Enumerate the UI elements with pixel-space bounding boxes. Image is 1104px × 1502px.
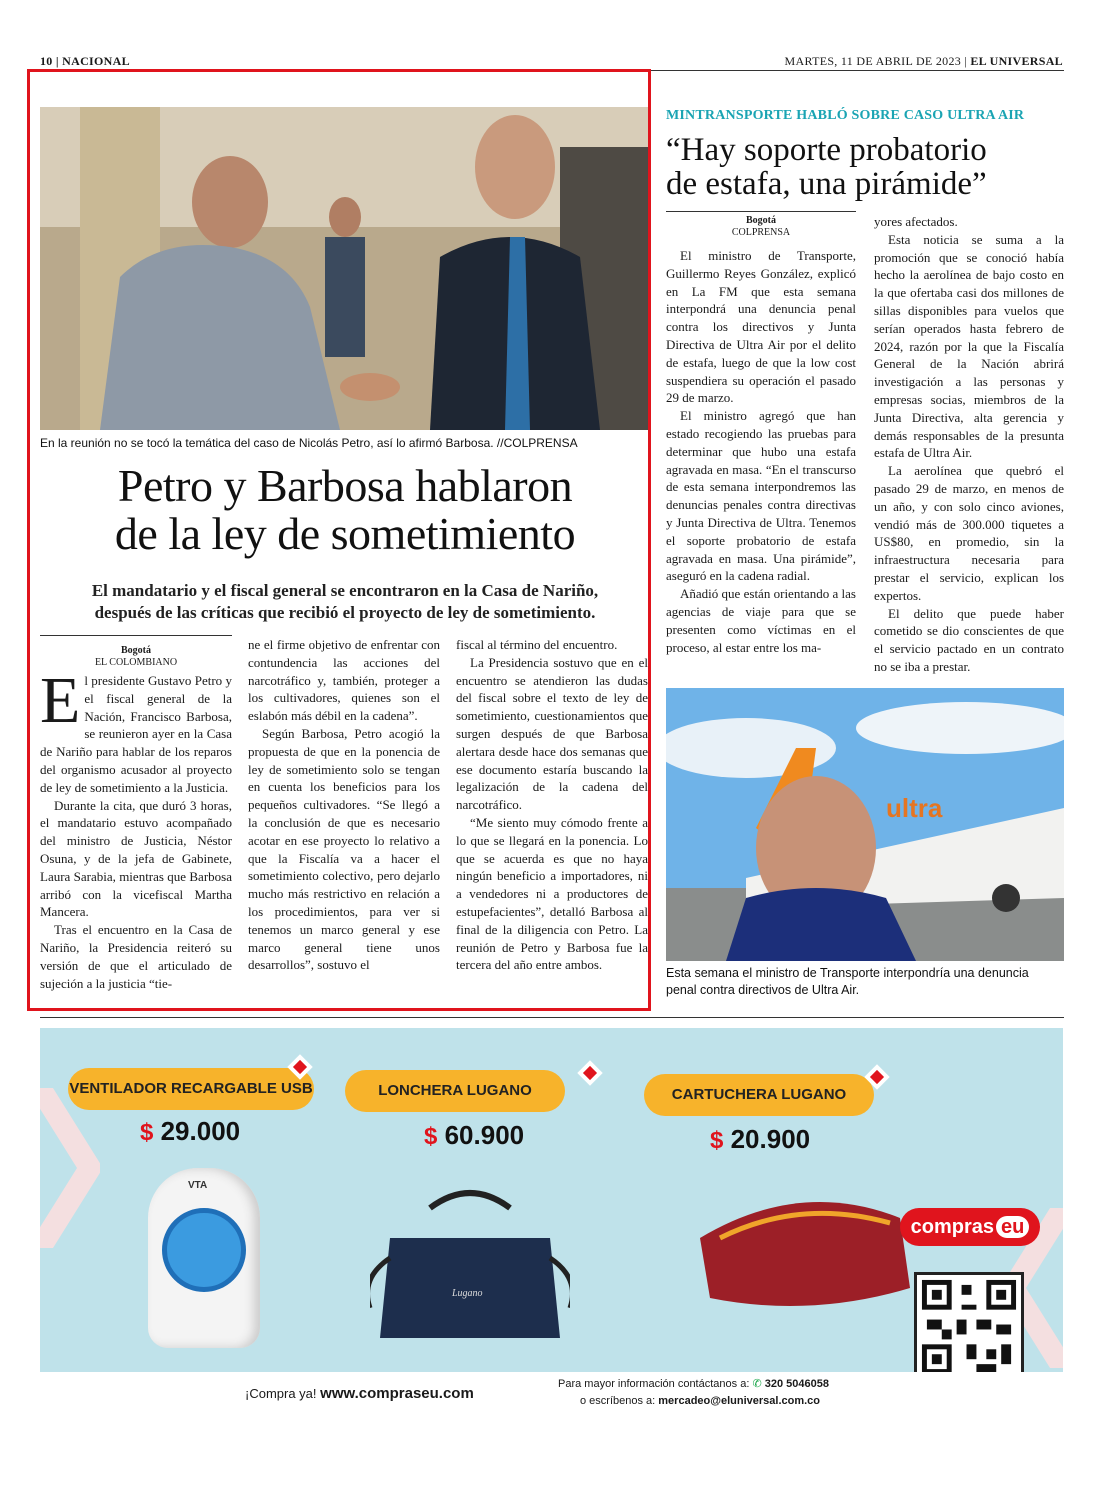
- ad-url-link[interactable]: www.compraseu.com: [320, 1385, 474, 1402]
- paragraph: “Me siento muy cómodo frente a lo que se llegará en la ponencia. Lo que se acuerda es que no haya ningún beneficio a importadores, ni a vendedores ni a productores de estupefacientes”, detalló Barbosa al final de la diligencia con Petro. La reunión de Petro y Barbosa fue la tercera del año entre ambos.: [456, 814, 648, 973]
- qr-code[interactable]: [914, 1272, 1024, 1382]
- diamond-icon: [577, 1060, 602, 1085]
- product-price-pencilcase: [710, 1124, 810, 1155]
- paragraph: Tras el encuentro en la Casa de Nariño, la Presidencia reiteró su versión de que el articulado de sujeción a la justicia “tie-: [40, 922, 232, 991]
- byline-rule: [666, 211, 856, 212]
- byline-city: Bogotá: [746, 215, 776, 226]
- paragraph: Añadió que están orientando a las agencias de viaje para que se presenten como víctimas en el proceso, al estar entre los ma-: [666, 586, 856, 655]
- lunchbox-product-image: [370, 1188, 570, 1348]
- currency-symbol: $: [424, 1123, 438, 1150]
- price-value: 60.900: [444, 1120, 525, 1150]
- page-number: 10: [40, 54, 53, 68]
- byline-city: Bogotá: [121, 645, 151, 656]
- contact-label: Para mayor información contáctanos a:: [558, 1378, 750, 1390]
- section-name: NACIONAL: [62, 54, 130, 68]
- article-headline: [40, 462, 650, 558]
- ad-cta: [245, 1385, 474, 1402]
- ad-contact-info: [558, 1376, 829, 1410]
- paragraph: l presidente Gustavo Petro y el fiscal general de la Nación, Francisco Barbosa, se reunieron ayer en la Casa de Nariño para hablar de los reparos del organismo acusador al proyecto de ley de sometimiento a la Justicia.: [40, 673, 232, 795]
- article-column-1: [40, 672, 232, 1002]
- article-column-2: [248, 636, 440, 1002]
- subhead-line-1: El mandatario y el fiscal general se encontraron en la Casa de Nariño,: [91, 581, 599, 600]
- headline-line-2: de estafa, una pirámide”: [666, 166, 987, 202]
- brand-text: compras: [910, 1216, 995, 1238]
- paragraph: El ministro de Transporte, Guillermo Reyes González, explicó en La FM que esta semana interpondrá una denuncia penal contra los directivos y Junta Directiva de Ultra Air por el delito de estafa, luego de que la low cost suspendiera su operación el pasado 29 de marzo.: [666, 248, 856, 406]
- fan-brand: VTA: [188, 1180, 208, 1191]
- drop-cap: E: [40, 672, 81, 737]
- photo-caption: En la reunión no se tocó la temática del caso de Nicolás Petro, así lo afirmó Barbosa. //COLPRENSA: [40, 436, 578, 450]
- pencilcase-product-image: [680, 1178, 920, 1318]
- headline-line-1: Petro y Barbosa hablaron: [117, 460, 573, 511]
- currency-symbol: $: [710, 1127, 724, 1154]
- issue-date: MARTES, 11 DE ABRIL DE 2023: [784, 54, 962, 68]
- plane-logo-text: ultra: [886, 793, 943, 823]
- article2-headline: [666, 133, 1066, 201]
- paragraph: Según Barbosa, Petro acogió la propuesta de que en la ponencia de ley de sometimiento solo se tengan en cuenta los beneficios para los pequeños cultivadores. “Se llegó a la conclusión de que es necesario acotar en ese proyecto lo relativo a que la Fiscalía va a hacer el sometimiento colectivo, pero dejarlo mucho más restrictivo en relación a los procedimientos, para ver si tenemos un marco general y ese marco general tiene unos desarrollos”, sostuvo el: [248, 725, 440, 973]
- compras-eu-logo[interactable]: [900, 1208, 1040, 1246]
- ad-contact-bar: [40, 1372, 1063, 1419]
- lunchbox-brand: Lugano: [452, 1288, 483, 1299]
- brand-text-eu: eu: [996, 1216, 1029, 1238]
- product-name-pencilcase: CARTUCHERA LUGANO: [644, 1074, 874, 1116]
- price-value: 20.900: [730, 1124, 811, 1154]
- petro-barbosa-photo: [40, 107, 648, 430]
- email-label: o escríbenos a:: [580, 1395, 656, 1407]
- product-name-fan: VENTILADOR RECARGABLE USB: [68, 1068, 314, 1110]
- headline-line-2: de la ley de sometimiento: [114, 508, 576, 559]
- paragraph: yores afectados.: [874, 214, 958, 229]
- article2-kicker: MINTRANSPORTE HABLÓ SOBRE CASO ULTRA AIR: [666, 108, 1025, 123]
- cta-text: ¡Compra ya!: [245, 1386, 317, 1401]
- caption-line-1: Esta semana el ministro de Transporte interpondría una denuncia: [666, 966, 1029, 980]
- byline-source: EL COLOMBIANO: [94, 657, 178, 668]
- compras-eu-advertisement: [40, 1028, 1063, 1419]
- product-price-lunchbox: [424, 1120, 524, 1151]
- subhead-line-2: después de las críticas que recibió el proyecto de ley de sometimiento.: [94, 603, 596, 622]
- paragraph: La Presidencia sostuvo que en el encuentro se atendieron las dudas del fiscal sobre el texto de ley de sometimiento, cuestionamientos que surgen después de que Barbosa alertara desde hace dos semanas que ese documento estaría buscando la legalización de la cadena del narcotráfico.: [456, 654, 648, 813]
- product-price-fan: [140, 1116, 240, 1147]
- product-name-lunchbox: LONCHERA LUGANO: [345, 1070, 565, 1112]
- price-value: 29.000: [160, 1116, 241, 1146]
- article-byline: [40, 645, 232, 669]
- page-header-right: MARTES, 11 DE ABRIL DE 2023 | EL UNIVERSAL: [784, 54, 1063, 68]
- fan-blades: [162, 1208, 246, 1292]
- paragraph: ne el firme objetivo de enfrentar con contundencia las acciones del narcotráfico y, también, proteger a los cultivadores, quienes son el eslabón más débil en la cadena”.: [248, 637, 440, 724]
- whatsapp-icon: ✆: [752, 1378, 762, 1390]
- photo-caption: [666, 965, 1064, 999]
- byline-source: COLPRENSA: [731, 227, 791, 238]
- article2-column-1: [666, 247, 856, 677]
- email-link[interactable]: mercadeo@eluniversal.com.co: [658, 1395, 821, 1407]
- ultra-air-photo: [666, 688, 1064, 961]
- paragraph: La aerolínea que quebró el pasado 29 de marzo, en menos de un año, y con solo cinco aviones, vendió más de 300.000 tiquetes a US$80, en promedio, sin la infraestructura necesaria para prestar el servicio, explican los expertos.: [874, 463, 1064, 603]
- article2-byline: [666, 215, 856, 239]
- caption-line-2: penal contra directivos de Ultra Air.: [666, 983, 860, 997]
- decor-chevron-left: [40, 1088, 100, 1248]
- ad-separator: [40, 1017, 1064, 1018]
- page-header-left: 10 | NACIONAL: [40, 54, 130, 68]
- paragraph: Durante la cita, que duró 3 horas, el mandatario estuvo acompañado del ministro de Justicia, Néstor Osuna, y de la jefa de Gabinete, Laura Sarabia, mientras que Barbosa arribó con la vicefiscal Martha Mancera.: [40, 797, 232, 920]
- newspaper-name: EL UNIVERSAL: [970, 54, 1063, 68]
- article-column-3: [456, 636, 648, 1002]
- paragraph: Esta noticia se suma a la promoción que se conoció había hecho la aerolínea de bajo costo en la que ofertaba casi dos millones de sillas disponibles para vuelos que serían operados hasta febrero de 2024, razón por la que la Fiscalía General de la Nación abrirá investigación a las personas y empresas socias, miembros de la Junta Directiva, alta gerencia y demás responsables de la presunta estafa de Ultra Air.: [874, 231, 1064, 461]
- article2-column-2: [874, 213, 1064, 677]
- article-subheadline: [40, 580, 650, 624]
- paragraph: El ministro agregó que han estado recogiendo las pruebas para determinar que hubo una estafa agravada en masa. “En el transcurso de esta semana interpondremos las denuncias penales contra directivas y Junta Directiva de Ultra. Tenemos el soporte probatorio de estafa agravada en masa. Una pirámide”, aseguró en la cadena radial.: [666, 408, 856, 584]
- headline-line-1: “Hay soporte probatorio: [666, 132, 987, 168]
- paragraph: El delito que puede haber cometido se dio conscientes de que el servicio pactado en un contrato no se iba a prestar.: [874, 605, 1064, 674]
- currency-symbol: $: [140, 1119, 154, 1146]
- phone-number[interactable]: 320 5046058: [764, 1378, 829, 1390]
- byline-rule: [40, 635, 232, 636]
- paragraph: fiscal al término del encuentro.: [456, 637, 618, 652]
- fan-product-image: [148, 1168, 260, 1348]
